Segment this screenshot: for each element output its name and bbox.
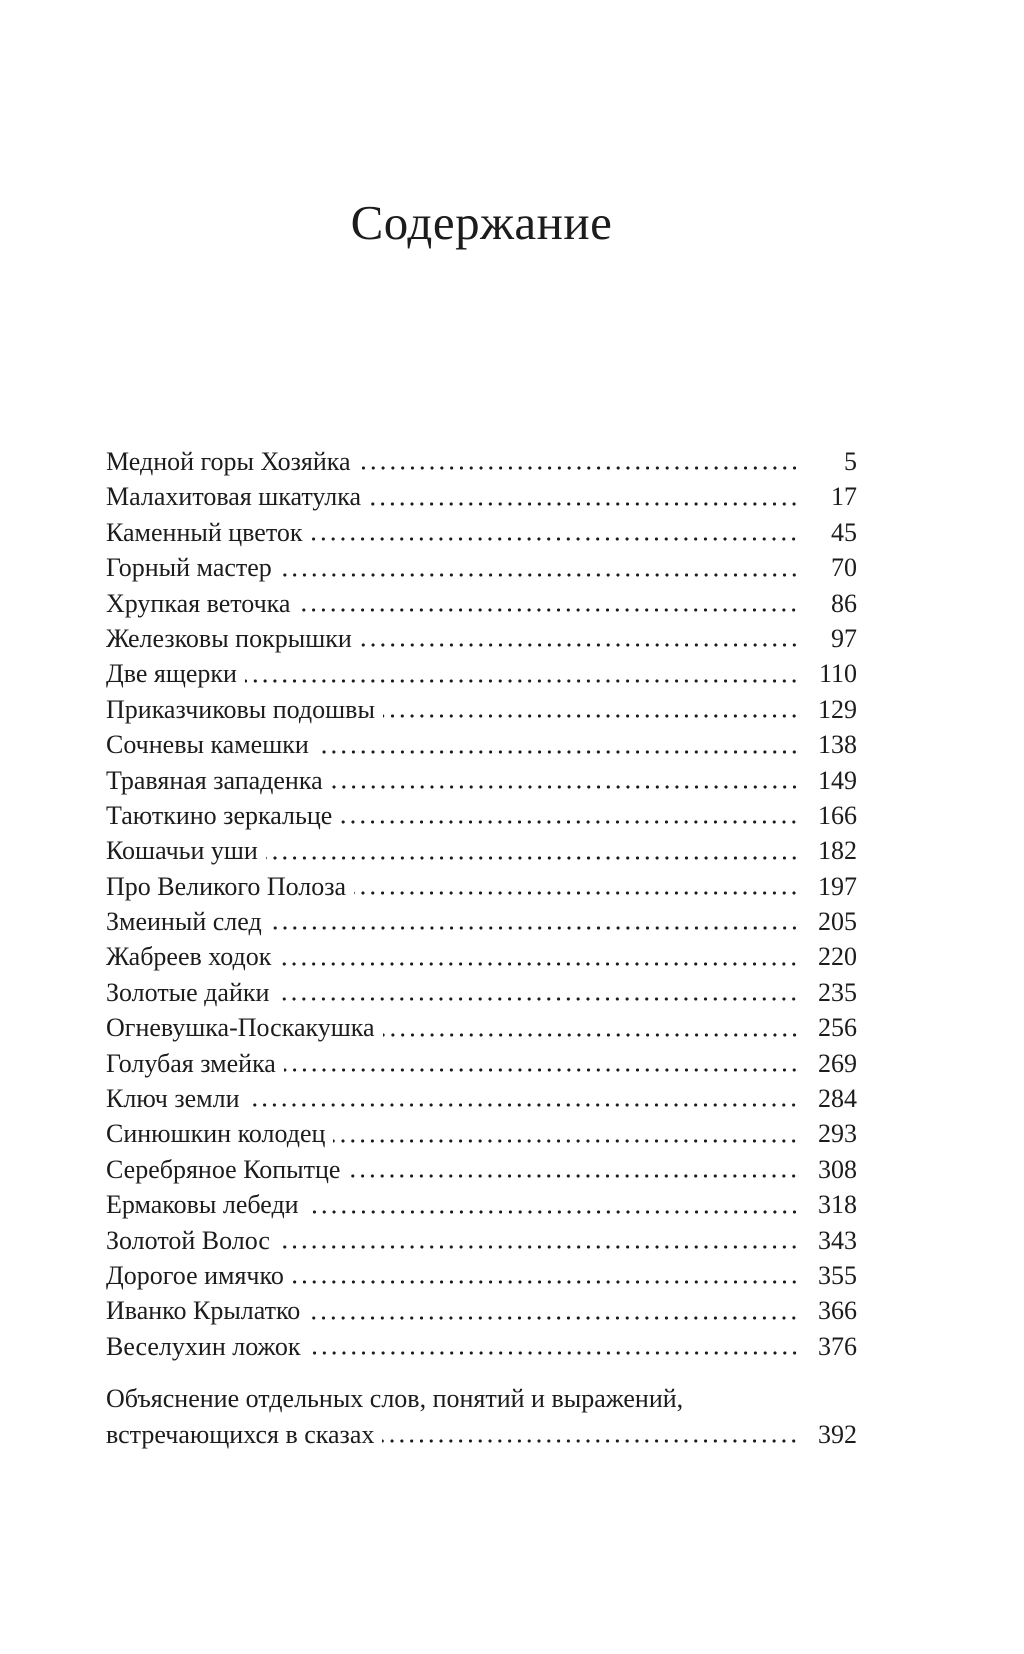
dot-leader (308, 1315, 799, 1321)
toc-entry (106, 1187, 857, 1222)
toc-entry-page: 5 (844, 447, 857, 476)
toc-entry-title: Змеиный след (106, 907, 262, 937)
toc-entry-title: Хрупкая веточка (106, 588, 291, 618)
toc-entry-page: 110 (818, 659, 857, 689)
toc-entry-page: 166 (818, 800, 857, 830)
dot-leader (279, 961, 799, 967)
toc-entry-page: 376 (818, 1331, 857, 1361)
toc-entry-title: Травяная западенка (106, 765, 323, 795)
toc-entry-title: Каменный цветок (106, 517, 303, 547)
toc-entry-title: Иванко Крылатко (106, 1296, 301, 1326)
toc-entry-title: Синюшкин колодец (106, 1119, 326, 1149)
toc-entry-title: Кошачьи уши (106, 836, 258, 866)
dot-leader (247, 1102, 799, 1108)
toc-entry (106, 763, 857, 798)
dot-leader (298, 607, 799, 613)
toc-entry-title: Веселухин ложок (106, 1331, 301, 1361)
toc-entry-page: 205 (818, 907, 857, 937)
toc-entry (106, 798, 857, 833)
dot-leader (331, 784, 799, 790)
toc-entry-page: 355 (818, 1260, 857, 1290)
toc-entry (106, 1223, 857, 1258)
toc-entry-title: Железковы покрышки (106, 623, 352, 653)
dot-leader (270, 925, 799, 931)
toc-entry-title: Малахитовая шкатулка (106, 482, 362, 512)
toc-entry-page: 269 (818, 1048, 857, 1078)
table-of-contents (106, 444, 857, 1452)
toc-entry-page: 97 (831, 623, 857, 653)
toc-entry-page: 70 (831, 553, 857, 583)
dot-leader (309, 1350, 799, 1356)
dot-leader (359, 465, 799, 471)
toc-entry (106, 1046, 857, 1081)
dot-leader (383, 1032, 799, 1038)
toc-entry (106, 727, 857, 762)
toc-entry (106, 975, 857, 1010)
appendix-entry-page: 392 (818, 1419, 857, 1449)
toc-entry (106, 1116, 857, 1151)
toc-entry (106, 1081, 857, 1116)
toc-entry-title: Ключ земли (106, 1084, 240, 1114)
dot-leader (266, 855, 799, 861)
dot-leader (245, 678, 799, 684)
toc-entry-page: 45 (831, 517, 857, 547)
toc-entry (106, 1258, 857, 1293)
toc-entry (106, 833, 857, 868)
dot-leader (369, 501, 799, 507)
dot-leader (280, 572, 799, 578)
toc-entry-list (106, 444, 857, 1364)
toc-entry (106, 621, 857, 656)
dot-leader (317, 749, 799, 755)
toc-entry (106, 479, 857, 514)
toc-entry-title: Сочневы камешки (106, 730, 309, 760)
dot-leader (307, 1209, 799, 1215)
dot-leader (278, 1244, 799, 1250)
toc-entry (106, 1010, 857, 1045)
dot-leader (383, 713, 799, 719)
appendix-entry-title-line2: встречающихся в сказах (106, 1419, 375, 1449)
appendix-entry-title-line1: Объяснение отдельных слов, понятий и выражений, (106, 1384, 684, 1414)
toc-entry (106, 656, 857, 691)
toc-entry-page: 366 (818, 1296, 857, 1326)
toc-entry (106, 692, 857, 727)
toc-entry-page: 129 (818, 694, 857, 724)
toc-entry-page: 235 (818, 977, 857, 1007)
dot-leader (348, 1173, 799, 1179)
toc-entry-title: Две ящерки (106, 659, 237, 689)
toc-entry-title: Медной горы Хозяйка (106, 447, 351, 476)
appendix-entry-title-line2-row (106, 1417, 857, 1452)
toc-entry-title: Ермаковы лебеди (106, 1190, 299, 1220)
toc-entry (106, 869, 857, 904)
toc-entry-page: 220 (818, 942, 857, 972)
toc-entry-page: 149 (818, 765, 857, 795)
dot-leader (292, 1279, 799, 1285)
toc-entry (106, 1293, 857, 1328)
toc-entry-title: Голубая змейка (106, 1048, 276, 1078)
dot-leader (284, 1067, 799, 1073)
toc-entry-title: Горный мастер (106, 553, 272, 583)
toc-entry (106, 586, 857, 621)
toc-entry (106, 444, 857, 479)
toc-entry-page: 86 (831, 588, 857, 618)
dot-leader (382, 1438, 799, 1444)
toc-entry-title: Про Великого Полоза (106, 871, 347, 901)
toc-entry (106, 1152, 857, 1187)
toc-entry-title: Огневушка-Поскакушка (106, 1013, 375, 1043)
toc-entry (106, 904, 857, 939)
toc-entry-page: 308 (818, 1154, 857, 1184)
toc-entry (106, 515, 857, 550)
toc-entry-page: 197 (818, 871, 857, 901)
toc-entry-page: 138 (818, 730, 857, 760)
toc-entry (106, 939, 857, 974)
toc-entry-title: Жабреев ходок (106, 942, 272, 972)
toc-entry-page: 182 (818, 836, 857, 866)
dot-leader (310, 536, 799, 542)
toc-entry-title: Приказчиковы подошвы (106, 694, 375, 724)
toc-entry-page: 17 (831, 482, 857, 512)
toc-entry (106, 1329, 857, 1364)
page-title: Содержание (350, 195, 613, 250)
toc-entry-title: Золотой Волос (106, 1225, 270, 1255)
dot-leader (354, 890, 799, 896)
toc-entry-page: 284 (818, 1084, 857, 1114)
toc-entry-title: Золотые дайки (106, 977, 270, 1007)
toc-entry-title: Дорогое имячко (106, 1260, 284, 1290)
toc-entry-page: 256 (818, 1013, 857, 1043)
toc-entry-page: 318 (818, 1190, 857, 1220)
appendix-entry (106, 1381, 857, 1452)
toc-entry (106, 550, 857, 585)
toc-entry-page: 343 (818, 1225, 857, 1255)
toc-entry-page: 293 (818, 1119, 857, 1149)
dot-leader (333, 1138, 799, 1144)
dot-leader (360, 642, 799, 648)
toc-entry-title: Серебряное Копытце (106, 1154, 341, 1184)
dot-leader (277, 996, 799, 1002)
toc-entry-title: Таюткино зеркальце (106, 800, 333, 830)
dot-leader (340, 819, 799, 825)
